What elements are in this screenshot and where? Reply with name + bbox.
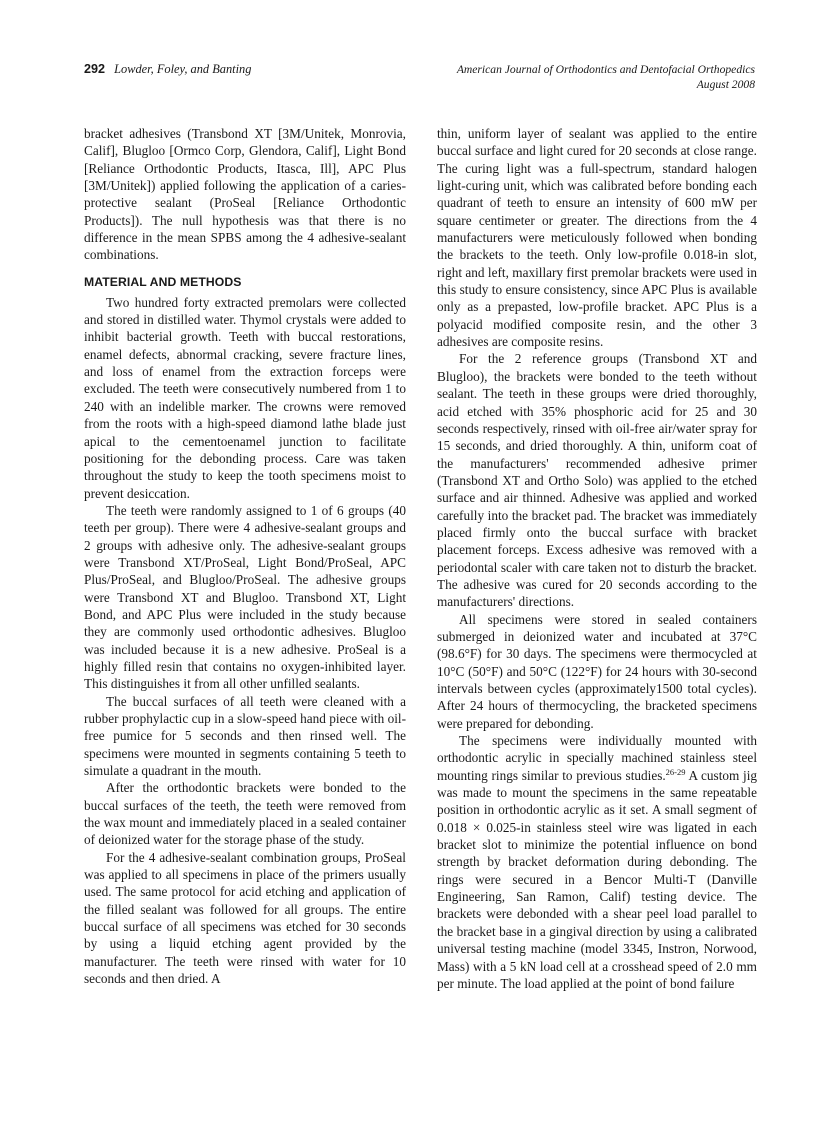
body-paragraph-mounting — [437, 732, 757, 992]
body-paragraph: Two hundred forty extracted premolars were collected and stored in distilled water. Thymol crystals were added to inhibit bacterial growth. Teeth with buccal restorations, enamel defects, abnormal cracking, severe fracture lines, and loss of enamel from the extraction forceps were excluded. The teeth were consecutively numbered from 1 to 240 with an indelible marker. The crowns were removed from the roots with a high-speed diamond lathe blade just apical to the cementoenamel junction to facilitate positioning for the debonding process. Care was taken throughout the study to keep the tooth specimens moist to prevent desiccation. — [84, 294, 406, 501]
running-header-left — [84, 62, 251, 77]
text-before-citation: The specimens were individually mounted with orthodontic acrylic in specially machined stainless steel mounting rings similar to previous studies. — [437, 733, 757, 783]
issue-date: August 2008 — [696, 78, 755, 91]
body-paragraph: The teeth were randomly assigned to 1 of 6 groups (40 teeth per group). There were 4 adhesive-sealant groups and 2 groups with adhesive only. The adhesive-sealant groups were Transbond XT/ProSeal, Light Bond/ProSeal, APC Plus/ProSeal, and Blugloo/ProSeal. The adhesive groups were Transbond XT and Blugloo. Transbond XT, Light Bond, and APC Plus were included in the study because they are commonly used orthodontic adhesives. Blugloo was included because it is a new adhesive. ProSeal is a highly filled resin that contains no oxygen-inhibited layer. This distinguishes it from all other unfilled sealants. — [84, 502, 406, 692]
citation-reference[interactable]: 26-29 — [665, 766, 686, 777]
text-after-citation: A custom jig was made to mount the specimens in the same repeatable position in orthodontic acrylic as it set. A small segment of 0.018 × 0.025-in stainless steel wire was ligated in each bracket slot to minimize the potential influence on bond strength by bracket deformation during debonding. The rings were secured in a Bencor Multi-T (Danville Engineering, San Ramon, Calif) testing device. The brackets were debonded with a shear peel load parallel to the bracket base in a gingival direction by using a calibrated universal testing machine (model 3345, Instron, Norwood, Mass) with a 5 kN load cell at a crosshead speed of 2.0 mm per minute. The load applied at the point of bond failure — [437, 767, 757, 991]
body-paragraph: For the 2 reference groups (Transbond XT and Blugloo), the brackets were bonded to the teeth without sealant. The teeth in these groups were dried thoroughly, acid etched with 35% phosphoric acid for 25 and 30 seconds respectively, rinsed with oil-free air/water spray for 15 seconds, and dried thoroughly. A thin, uniform coat of the manufacturers' recommended adhesive primer (Transbond XT and Ortho Solo) was applied to the etched surface and air thinned. Adhesive was applied and worked carefully into the bracket pad. The bracket was immediately placed firmly onto the buccal surface with bracket placement forceps. Excess adhesive was removed with a periodontal scaler with care taken not to disturb the bracket. The adhesive was cured for 20 seconds according to the manufacturers' directions. — [437, 351, 757, 610]
body-paragraph: The buccal surfaces of all teeth were cleaned with a rubber prophylactic cup in a slow-speed hand piece with oil-free pumice for 5 seconds and then rinsed well. The specimens were mounted in segments containing 5 teeth to simulate a quadrant in the mouth. — [84, 693, 406, 779]
body-paragraph: For the 4 adhesive-sealant combination groups, ProSeal was applied to all specimens in place of the primers usually used. The same protocol for acid etching and application of the filled sealant was followed for all groups. The entire buccal surface of all specimens was etched for 30 seconds by using a liquid etching agent provided by the manufacturer. The teeth were rinsed with water for 10 seconds and then dried. A — [84, 849, 406, 987]
page-number: 292 — [84, 62, 106, 76]
body-paragraph-continuation: thin, uniform layer of sealant was applied to the entire buccal surface and light cured for 20 seconds at close range. The curing light was a full-spectrum, standard halogen light-curing unit, which was calibrated before bonding each quadrant of teeth to ensure an intensity of 600 mW per square centimeter or greater. The directions from the 4 manufacturers were meticulously followed when bonding the brackets to the teeth. Only low-profile 0.018-in slot, right and left, maxillary first premolar brackets were used in this study to ensure consistency, since APC Plus is available only as a prepasted, low-profile bracket. APC Plus is a polyacid modified composite resin, and the other 3 adhesives are composite resins. — [437, 126, 757, 350]
running-header-right — [457, 62, 755, 92]
running-authors: Lowder, Foley, and Banting — [114, 62, 252, 76]
intro-continuation-paragraph: bracket adhesives (Transbond XT [3M/Unitek, Monrovia, Calif], Blugloo [Ormco Corp, Glendora, Calif], Light Bond [Reliance Orthodontic Products, Itasca, Ill], APC Plus [3M/Unitek]) applied following the application of a caries-protective sealant (ProSeal [Reliance Orthodontic Products]). The null hypothesis was that there is no difference in the mean SPBS among the 4 adhesive-sealant combinations. — [84, 126, 406, 263]
journal-title: American Journal of Orthodontics and Dentofacial Orthopedics — [456, 63, 755, 76]
body-paragraph: All specimens were stored in sealed containers submerged in deionized water and incubated at 37°C (98.6°F) for 30 days. The specimens were thermocycled at 10°C (50°F) and 50°C (122°F) for 24 hours with 30-second intervals between cycles (approximately1500 total cycles). After 24 hours of thermocycling, the bracketed specimens were prepared for debonding. — [437, 611, 757, 731]
left-column — [84, 125, 406, 988]
section-heading-methods: MATERIAL AND METHODS — [84, 274, 242, 289]
body-paragraph: After the orthodontic brackets were bonded to the buccal surfaces of the teeth, the teeth were removed from the wax mount and immediately placed in a sealed container of deionized water for the storage phase of the study. — [84, 780, 406, 848]
right-column — [437, 125, 757, 992]
